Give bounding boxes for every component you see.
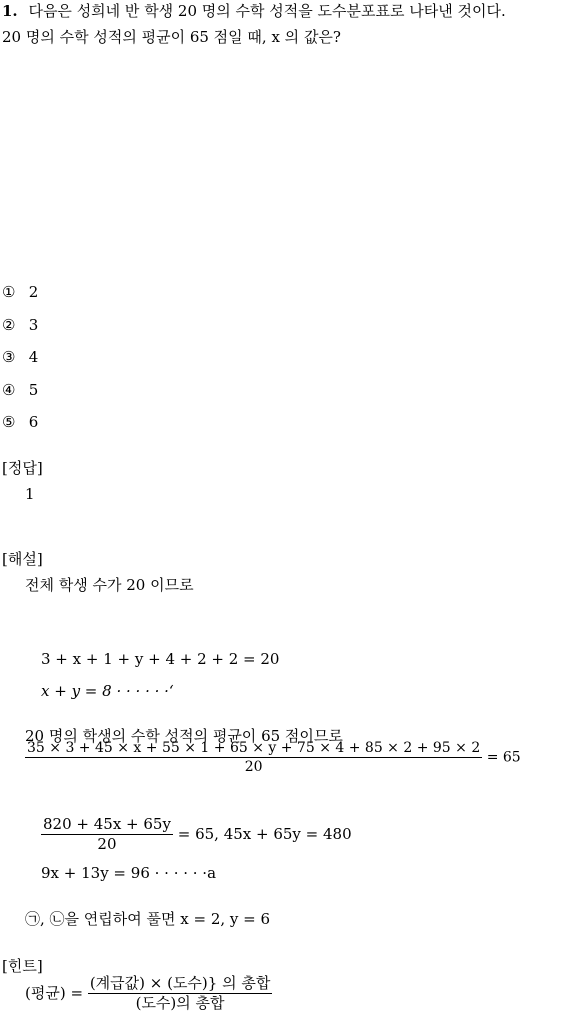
simplified-fraction-denominator: 20	[41, 834, 173, 852]
choice-mark: ②	[2, 316, 16, 334]
equation-xy: x + y = 8 · · · · · ·‘	[41, 682, 174, 700]
choice-2[interactable]	[2, 318, 38, 333]
choice-4[interactable]	[2, 383, 38, 398]
mean-fraction-denominator: 20	[25, 757, 482, 774]
choice-mark: ⑤	[2, 413, 16, 431]
hint-fraction	[88, 976, 273, 1011]
hint-fraction-denominator: (도수)의 총합	[88, 993, 273, 1011]
hint-lhs: (평균) =	[25, 984, 84, 1002]
hint-formula	[25, 976, 272, 1011]
choice-value: 2	[28, 283, 39, 301]
simplified-equation	[41, 817, 352, 852]
choice-mark: ①	[2, 283, 16, 301]
equation-9x-13y: 9x + 13y = 96 · · · · · ·a	[41, 864, 217, 882]
answer-value: 1	[25, 485, 35, 503]
choice-value: 4	[28, 348, 39, 366]
hint-heading: [힌트]	[2, 957, 43, 975]
mean-fraction	[25, 741, 482, 774]
answer-heading: [정답]	[2, 459, 43, 477]
question-line-1	[2, 4, 506, 19]
mean-equation	[25, 741, 521, 774]
solution-conclusion: ㉠, ㉡을 연립하여 풀면 x = 2, y = 6	[25, 910, 271, 928]
choice-value: 3	[28, 316, 39, 334]
mean-fraction-numerator: 35 × 3 + 45 × x + 55 × 1 + 65 × y + 75 × 4 + 85 × 2 + 95 × 2	[27, 740, 481, 756]
simplified-fraction-rhs: = 65, 45x + 65y = 480	[177, 825, 352, 843]
question-text-1: 다음은 성희네 반 학생 20 명의 수학 성적을 도수분포표로 나타낸 것이다.	[28, 2, 506, 20]
choice-value: 6	[28, 413, 39, 431]
question-number: 1.	[2, 2, 18, 20]
choice-1[interactable]	[2, 285, 38, 300]
solution-intro: 전체 학생 수가 20 이므로	[25, 576, 194, 594]
choice-mark: ④	[2, 381, 16, 399]
simplified-fraction-numerator: 820 + 45x + 65y	[43, 815, 171, 833]
mean-fraction-rhs: = 65	[486, 749, 521, 766]
equation-sum: 3 + x + 1 + y + 4 + 2 + 2 = 20	[41, 650, 280, 668]
hint-fraction-numerator: (계급값) × (도수)} 의 총합	[89, 974, 271, 992]
choice-5[interactable]	[2, 415, 38, 430]
mean-text: 20 명의 학생의 수학 성적의 평균이 65 점이므로	[25, 727, 343, 745]
simplified-fraction	[41, 817, 173, 852]
solution-heading: [해설]	[2, 550, 43, 568]
choice-3[interactable]	[2, 350, 38, 365]
question-text-2: 20 명의 수학 성적의 평균이 65 점일 때, x 의 값은?	[2, 28, 341, 46]
choice-mark: ③	[2, 348, 16, 366]
choice-value: 5	[28, 381, 39, 399]
